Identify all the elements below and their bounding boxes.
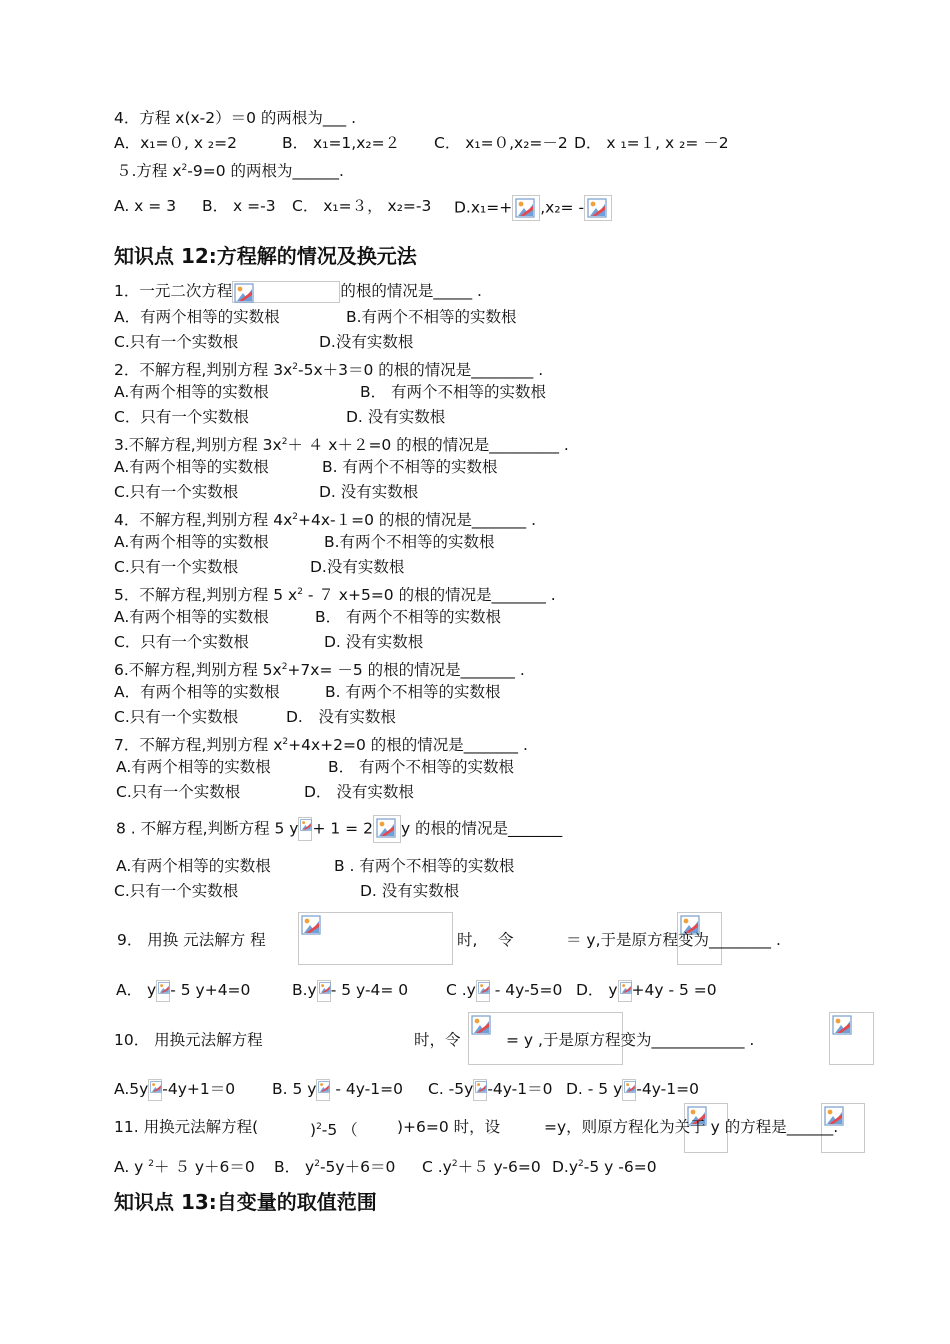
broken-image-icon <box>473 1079 487 1101</box>
kp12-q9-option-a: A． y - 5 y+4=0 <box>116 979 250 1002</box>
kp12-q7-option-d: D． 没有实数根 <box>304 783 414 801</box>
kp12-q7-option-a: A.有两个相等的实数根 <box>116 758 271 776</box>
kp12-q6-option-d: D. 没有实数根 <box>286 708 396 726</box>
kp12-q11-text-4: =y，则原方程化为关于 y 的方程是______. <box>544 1118 839 1136</box>
kp12-q1-option-b: B.有两个不相等的实数根 <box>346 308 517 326</box>
kp12-q8-option-d: D. 没有实数根 <box>360 882 460 900</box>
kp12-q11-text-2: )$^2$-5 （ <box>310 1121 358 1140</box>
kp12-q1-option-a: A．有两个相等的实数根 <box>114 308 280 326</box>
kp12-q10-text-1: 10． 用换元法解方程 <box>114 1031 263 1049</box>
kp12-q10-text-2: 时，令 <box>414 1031 461 1049</box>
kp12-q4-stem: 4．不解方程,判别方程 $4x^2+4x-1=0$ 的根的情况是_______ . <box>114 511 536 530</box>
s11-q5-option-d: D.x₁=+ ,x₂= - <box>454 195 612 221</box>
kp12-q11-option-b: B． $y^2-5y+6=0$ <box>274 1158 396 1177</box>
s11-q5-stem: ５.方程 $x^2-9=0$ 的两根为______. <box>116 162 344 181</box>
s11-q5-option-a: A. x = 3 <box>114 197 177 215</box>
kp12-q9-text-1: 9． 用换 元法解方 程 <box>117 931 266 949</box>
kp12-q11-text-1: 11. 用换元法解方程( <box>114 1118 259 1136</box>
broken-image-icon <box>317 980 331 1002</box>
kp12-q10-option-d: D. - 5 y -4y-1=0 <box>566 1078 699 1101</box>
kp12-q7-option-c: C.只有一个实数根 <box>116 783 241 801</box>
kp12-q9-option-b: B.y - 5 y-4= 0 <box>292 979 408 1002</box>
kp12-q8-option-c: C.只有一个实数根 <box>114 882 239 900</box>
broken-image-icon <box>298 817 312 841</box>
kp12-q6-stem: 6.不解方程,判别方程 $5x^2+7x= -5$ 的根的情况是_______ . <box>114 661 525 680</box>
kp12-q3-option-a: A.有两个相等的实数根 <box>114 458 269 476</box>
kp12-q5-option-b: B． 有两个不相等的实数根 <box>315 608 502 626</box>
broken-image-icon <box>829 1012 874 1065</box>
broken-image-icon <box>156 980 170 1002</box>
kp12-q2-option-c: C．只有一个实数根 <box>114 408 249 426</box>
kp12-q9-option-c: C .y - 4y-5=0 <box>446 979 562 1002</box>
broken-image-icon <box>232 281 340 303</box>
kp12-q5-stem: 5．不解方程,判别方程 5 $x^2 - 7$ x+5=0 的根的情况是_______ . <box>114 586 556 605</box>
broken-image-icon <box>148 1079 162 1101</box>
kp12-q1-stem: 1．一元二次方程 的根的情况是_____ . <box>114 280 482 303</box>
kp12-q1-option-d: D.没有实数根 <box>319 333 414 351</box>
kp12-q3-stem: 3.不解方程,判别方程 $3x^2+ 4$ x＋２=0 的根的情况是_________ . <box>114 436 569 455</box>
kp12-q2-stem: 2．不解方程,判别方程 $3x^2-5x+3=0$ 的根的情况是________ . <box>114 361 544 380</box>
broken-image-icon <box>476 980 490 1002</box>
kp12-q3-option-b: B. 有两个不相等的实数根 <box>322 458 498 476</box>
broken-image-icon <box>316 1079 330 1101</box>
kp12-q10-option-a: A.5y -4y+1＝0 <box>114 1078 235 1101</box>
kp12-q5-option-a: A.有两个相等的实数根 <box>114 608 269 626</box>
kp12-q10-option-c: C. -5y -4y-1＝0 <box>428 1078 552 1101</box>
kp12-q1-option-c: C.只有一个实数根 <box>114 333 239 351</box>
broken-image-icon <box>622 1079 636 1101</box>
kp12-q10-option-b: B. 5 y - 4y-1=0 <box>272 1078 403 1101</box>
broken-image-icon <box>512 195 540 221</box>
kp12-q4-option-c: C.只有一个实数根 <box>114 558 239 576</box>
kp12-q11-option-d: $D.y^2-5$ y -6=0 <box>552 1158 657 1177</box>
kp12-q9-text-3: 令 <box>498 931 514 949</box>
broken-image-icon <box>618 980 632 1002</box>
kp12-q8-option-b: B . 有两个不相等的实数根 <box>334 857 515 875</box>
kp12-q4-option-b: B.有两个不相等的实数根 <box>324 533 495 551</box>
s11-q4-option-d: D． x ₁=１, x ₂= －2 <box>574 134 729 152</box>
kp12-q11-option-a: A. y $^2$＋ ５ y＋6＝0 <box>114 1158 255 1177</box>
kp12-q7-stem: 7．不解方程,判别方程 $x^2+4x+2=0$ 的根的情况是_______ . <box>114 736 528 755</box>
kp12-q6-option-c: C.只有一个实数根 <box>114 708 239 726</box>
kp12-q9-text-4: ＝ y,于是原方程变为________ . <box>566 931 781 949</box>
broken-image-icon <box>584 195 612 221</box>
kp12-q9-text-2: 时, <box>457 931 478 949</box>
kp12-q6-option-b: B. 有两个不相等的实数根 <box>325 683 501 701</box>
kp12-q2-option-d: D. 没有实数根 <box>346 408 446 426</box>
kp12-q5-option-d: D. 没有实数根 <box>324 633 424 651</box>
kp12-q4-option-a: A.有两个相等的实数根 <box>114 533 269 551</box>
kp12-q6-option-a: A．有两个相等的实数根 <box>114 683 280 701</box>
kp12-q4-option-d: D.没有实数根 <box>310 558 405 576</box>
kp12-q7-option-b: B． 有两个不相等的实数根 <box>328 758 515 776</box>
kp12-q3-option-c: C.只有一个实数根 <box>114 483 239 501</box>
kp12-q8-option-a: A.有两个相等的实数根 <box>116 857 271 875</box>
kp12-q3-option-d: D. 没有实数根 <box>319 483 419 501</box>
s11-q4-option-b: B． x₁=1,x₂=２ <box>282 134 401 152</box>
s11-q4-option-c: C． x₁=０,x₂=－2 <box>434 134 568 152</box>
s11-q5-option-b: B． x =-3 <box>202 197 276 215</box>
kp12-q9-option-d: D． y +4y - 5 =0 <box>576 979 717 1002</box>
kp12-q2-option-a: A.有两个相等的实数根 <box>114 383 269 401</box>
kp12-q11-text-3: )+6=0 时，设 <box>397 1118 501 1136</box>
s11-q4-stem: 4．方程 x(x-2）＝0 的两根为___ . <box>114 109 357 127</box>
s11-q4-option-a: A．x₁=０, x ₂=2 <box>114 134 237 152</box>
broken-image-icon <box>373 815 401 843</box>
s11-q5-option-c: C． x₁=３， x₂=-3 <box>292 197 432 215</box>
kp12-q5-option-c: C．只有一个实数根 <box>114 633 249 651</box>
kp12-q10-text-3: = y ,于是原方程变为____________ . <box>506 1031 755 1049</box>
section-heading-kp12: 知识点 12:方程解的情况及换元法 <box>114 244 417 268</box>
section-heading-kp13: 知识点 13:自变量的取值范围 <box>114 1190 377 1214</box>
kp12-q11-option-c: C $.y^2+5$ y-6=0 <box>422 1158 541 1177</box>
broken-image-icon <box>298 912 453 965</box>
kp12-q8-stem: 8 . 不解方程,判断方程 5 y + 1 = 2 y 的根的情况是_______ <box>116 815 562 843</box>
kp12-q2-option-b: B． 有两个不相等的实数根 <box>360 383 547 401</box>
